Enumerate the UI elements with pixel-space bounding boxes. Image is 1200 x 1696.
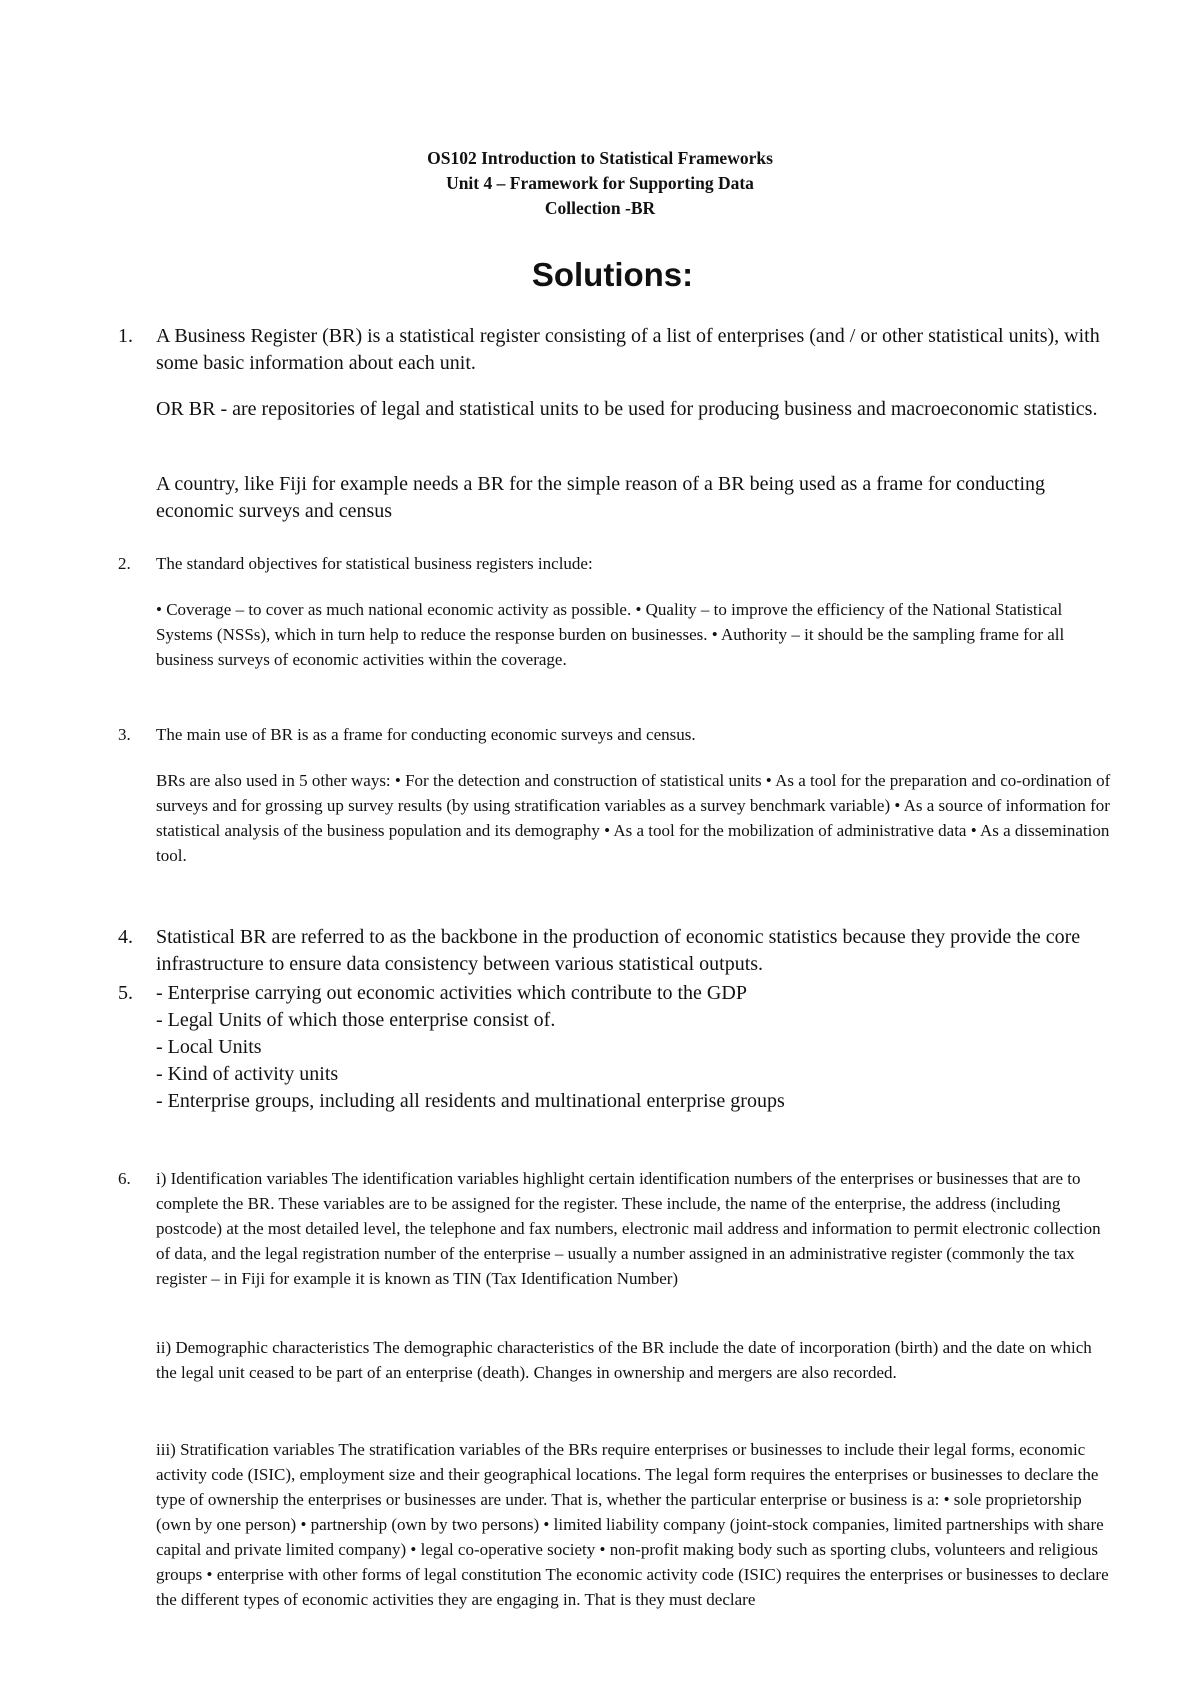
document-header — [0, 146, 1200, 221]
item-6-paragraph-2: ii) Demographic characteristics The demographic characteristics of the BR include the date of incorporation (birth) and the date on which the legal unit ceased to be part of an enterprise (death). Changes in ownership and mergers are also recorded. — [156, 1338, 1092, 1382]
item-1-paragraph-2: OR BR - are repositories of legal and statistical units to be used for producing business and macroeconomic statistics. — [156, 398, 1098, 420]
item-6-paragraph-1: i) Identification variables The identification variables highlight certain identification numbers of the enterprises or businesses that are to complete the BR. These variables are to be assigned for the register. These include, the name of the enterprise, the address (including postcode) at the most detailed level, the telephone and fax numbers, electronic mail address and information to permit electronic collection of data, and the legal registration number of the enterprise – usually a number assigned in an administrative register (commonly the tax register – in Fiji for example it is known as TIN (Tax Identification Number) — [156, 1169, 1101, 1288]
item-1-paragraph-1: A Business Register (BR) is a statistical register consisting of a list of enterprises (and / or other statistical units), with some basic information about each unit. — [156, 325, 1100, 374]
item-number-6: 6. — [118, 1169, 131, 1188]
item-6-paragraph-3: iii) Stratification variables The stratification variables of the BRs require enterprises or businesses to include their legal forms, economic activity code (ISIC), employment size and their geographical locations. The legal form requires the enterprises or businesses to declare the type of ownership the enterprises or businesses are under. That is, whether the particular enterprise or business is a: • sole proprietorship (own by one person) • partnership (own by two persons) • limited liability company (joint-stock companies, limited partnerships with share capital and private limited company) • legal co-operative society • non-profit making body such as sporting clubs, volunteers and religious groups • enterprise with other forms of legal constitution The economic activity code (ISIC) requires the enterprises or businesses to declare the different types of economic activities they are engaging in. That is they must declare — [156, 1440, 1109, 1609]
item-1-paragraph-3: A country, like Fiji for example needs a BR for the simple reason of a BR being used as a frame for conducting economic surveys and census — [156, 473, 1046, 522]
item-number-3: 3. — [118, 725, 131, 744]
item-number-4: 4. — [118, 926, 133, 948]
item-2-paragraph-2: • Coverage – to cover as much national economic activity as possible. • Quality – to improve the efficiency of the National Statistical Systems (NSSs), which in turn help to reduce the response burden on businesses. • Authority – it should be the sampling frame for all business surveys of economic activities within the coverage. — [156, 600, 1065, 669]
item-number-5: 5. — [118, 982, 133, 1004]
unit-subtitle: Collection -BR — [544, 198, 656, 218]
course-title: OS102 Introduction to Statistical Frameworks — [427, 148, 773, 168]
item-number-1: 1. — [118, 325, 133, 347]
item-5-line-4: - Kind of activity units — [156, 1063, 339, 1085]
solutions-heading: Solutions: — [531, 256, 694, 293]
unit-title: Unit 4 – Framework for Supporting Data — [446, 173, 754, 193]
item-5-list — [156, 980, 1116, 1115]
item-3-paragraph-1: The main use of BR is as a frame for conducting economic surveys and census. — [156, 725, 696, 744]
item-number-2: 2. — [118, 554, 131, 573]
item-2-paragraph-1: The standard objectives for statistical business registers include: — [156, 554, 593, 573]
item-5-line-3: - Local Units — [156, 1036, 262, 1058]
item-4-paragraph-1: Statistical BR are referred to as the backbone in the production of economic statistics because they provide the core infrastructure to ensure data consistency between various statistical outputs. — [156, 926, 1081, 975]
item-3-paragraph-2: BRs are also used in 5 other ways: • For the detection and construction of statistical units • As a tool for the preparation and co-ordination of surveys and for grossing up survey results (by using stratification variables as a survey benchmark variable) • As a source of information for statistical analysis of the business population and its demography • As a tool for the mobilization of administrative data • As a dissemination tool. — [156, 771, 1111, 865]
item-5-line-2: - Legal Units of which those enterprise consist of. — [156, 1009, 556, 1031]
item-5-line-5: - Enterprise groups, including all residents and multinational enterprise groups — [156, 1090, 785, 1112]
item-5-line-1: - Enterprise carrying out economic activities which contribute to the GDP — [156, 982, 747, 1004]
